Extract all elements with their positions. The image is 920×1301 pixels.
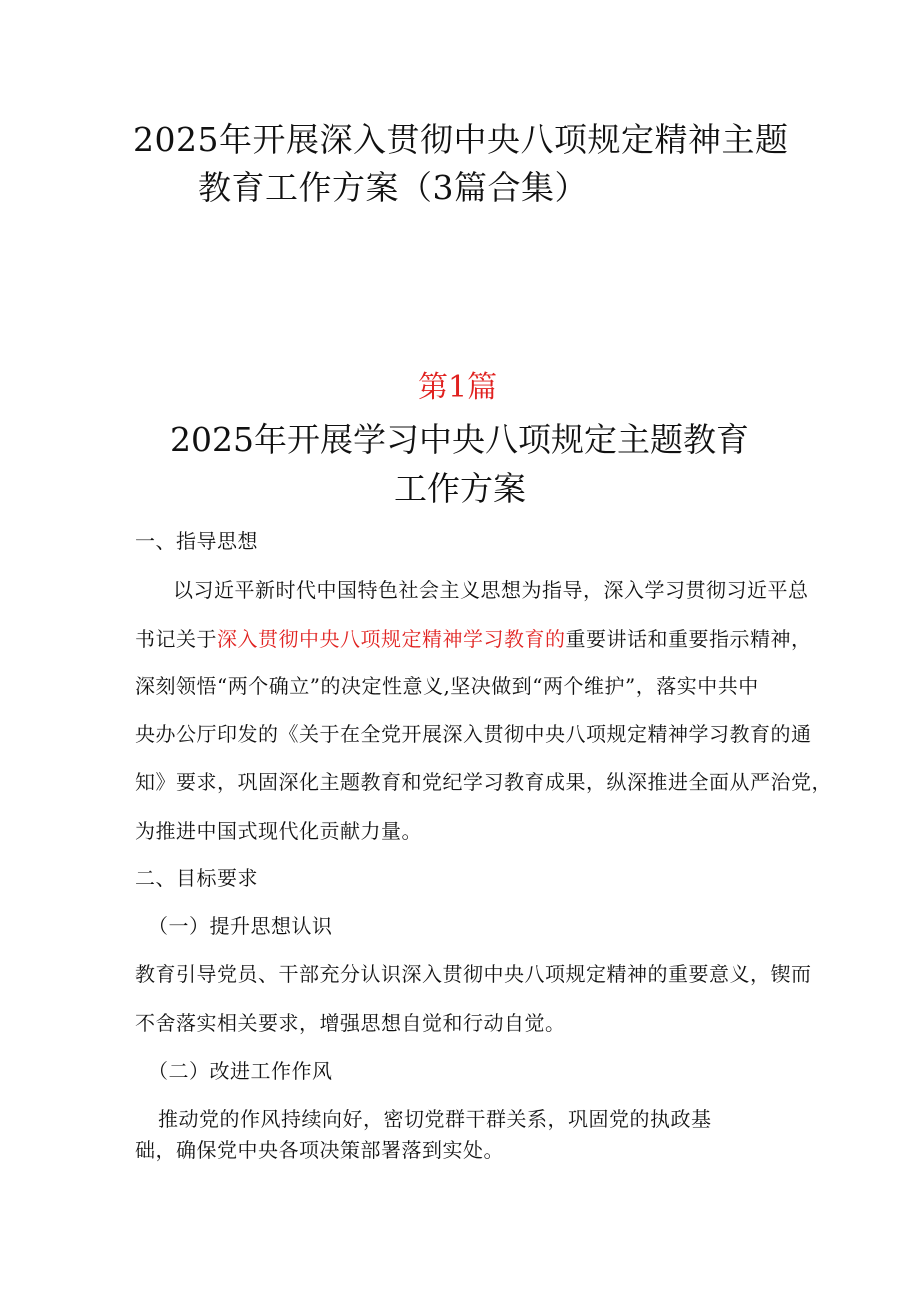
- paragraph-1-line-1: 以习近平新时代中国特色社会主义思想为指导，深入学习贯彻习近平总: [173, 578, 809, 602]
- section-2-heading: 二、目标要求: [135, 866, 258, 890]
- paragraph-3-line-1: 推动党的作风持续向好，密切党群干群关系，巩固党的执政基: [158, 1107, 712, 1131]
- paragraph-2-line-1: 教育引导党员、干部充分认识深入贯彻中央八项规定精神的重要意义，锲而: [135, 962, 812, 986]
- paragraph-1-line-2-end: 重要讲话和重要指示精神，: [565, 627, 812, 651]
- subtitle-line-2: 工作方案: [394, 469, 526, 508]
- paragraph-1-line-3: 深刻领悟“两个确立”的决定性意义,坚决做到“两个维护”，落实中共中: [135, 674, 759, 698]
- paragraph-1-line-4: 央办公厅印发的《关于在全党开展深入贯彻中央八项规定精神学习教育的通: [135, 722, 812, 746]
- main-title-line-2: 教育工作方案（3篇合集）: [198, 168, 588, 207]
- paragraph-1-line-2: [135, 623, 812, 652]
- subtitle-line-1: 2025年开展学习中央八项规定主题教育: [170, 420, 749, 459]
- paragraph-3-line-2: 础，确保党中央各项决策部署落到实处。: [135, 1138, 504, 1162]
- section-1-heading: 一、指导思想: [135, 529, 258, 553]
- paragraph-1-line-5: 知》要求，巩固深化主题教育和党纪学习教育成果，纵深推进全面从严治党，: [135, 770, 832, 794]
- highlighted-phrase: 深入贯彻中央八项规定精神学习教育的: [217, 627, 566, 651]
- subsection-1-heading: （一）提升思想认识: [148, 914, 333, 938]
- part-label: 第1篇: [418, 370, 498, 405]
- paragraph-1-line-2-start: 书记关于: [135, 627, 217, 651]
- subsection-2-heading: （二）改进工作作风: [148, 1059, 333, 1083]
- main-title-line-1: 2025年开展深入贯彻中央八项规定精神主题: [133, 120, 789, 159]
- paragraph-2-line-2: 不舍落实相关要求，增强思想自觉和行动自觉。: [135, 1011, 566, 1035]
- paragraph-1-line-6: 为推进中国式现代化贡献力量。: [135, 819, 422, 843]
